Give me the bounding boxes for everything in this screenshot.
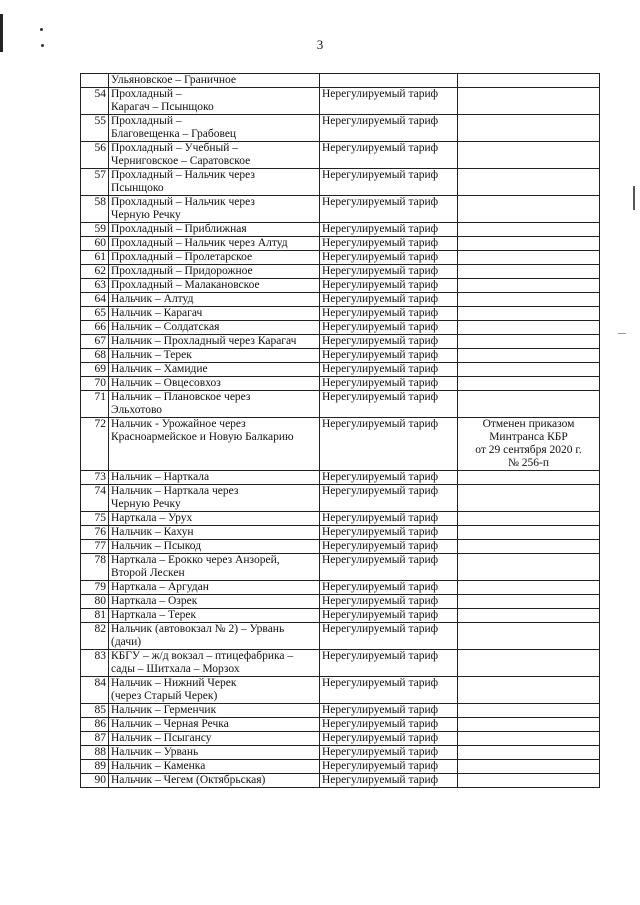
route-line: Псынщоко [111, 182, 164, 194]
route-name [109, 377, 320, 391]
table-row [81, 732, 600, 746]
route-line: Нальчик – Алтуд [111, 293, 194, 305]
table-row [81, 335, 600, 349]
table-row [81, 526, 600, 540]
table-row [81, 88, 600, 115]
note-line: от 29 сентября 2020 г. [475, 444, 582, 456]
row-note [458, 485, 600, 512]
row-note [458, 677, 600, 704]
route-line: Второй Лескен [111, 567, 185, 579]
route-line: Нальчик – Нарткала [111, 471, 210, 483]
row-number: 76 [81, 526, 109, 540]
table-row [81, 677, 600, 704]
tariff-type: Нерегулируемый тариф [320, 704, 458, 718]
row-note [458, 293, 600, 307]
table-row [81, 279, 600, 293]
tariff-type: Нерегулируемый тариф [320, 760, 458, 774]
route-line: Прохладный – Пролетарское [111, 251, 253, 263]
route-line: Прохладный – [111, 115, 182, 127]
routes-table [80, 73, 600, 788]
route-line: Черниговское – Саратовское [111, 155, 251, 167]
tariff-type: Нерегулируемый тариф [320, 485, 458, 512]
route-line: Нальчик – Овцесовхоз [111, 377, 221, 389]
tariff-type: Нерегулируемый тариф [320, 279, 458, 293]
route-name [109, 595, 320, 609]
table-row [81, 609, 600, 623]
tariff-type: Нерегулируемый тариф [320, 746, 458, 760]
tariff-type: Нерегулируемый тариф [320, 554, 458, 581]
tariff-type: Нерегулируемый тариф [320, 223, 458, 237]
row-note [458, 418, 600, 471]
tariff-type: Нерегулируемый тариф [320, 265, 458, 279]
route-name [109, 512, 320, 526]
row-number: 77 [81, 540, 109, 554]
tariff-type: Нерегулируемый тариф [320, 677, 458, 704]
tariff-type: Нерегулируемый тариф [320, 237, 458, 251]
row-note [458, 335, 600, 349]
route-name [109, 251, 320, 265]
row-number: 56 [81, 142, 109, 169]
route-line: Нальчик – Кахун [111, 526, 194, 538]
row-number: 80 [81, 595, 109, 609]
table-row [81, 595, 600, 609]
table-row [81, 471, 600, 485]
table-row [81, 581, 600, 595]
route-line: Нальчик – Хамидие [111, 363, 208, 375]
tariff-type: Нерегулируемый тариф [320, 418, 458, 471]
row-note [458, 196, 600, 223]
route-line: Эльхотово [111, 404, 163, 416]
tariff-type: Нерегулируемый тариф [320, 307, 458, 321]
row-number: 67 [81, 335, 109, 349]
note-line: Минтранса КБР [489, 431, 568, 443]
row-number: 81 [81, 609, 109, 623]
row-number: 87 [81, 732, 109, 746]
tariff-type: Нерегулируемый тариф [320, 335, 458, 349]
row-number: 64 [81, 293, 109, 307]
tariff-type: Нерегулируемый тариф [320, 732, 458, 746]
route-line: Нальчик – Нарткала через [111, 485, 239, 497]
table-row [81, 746, 600, 760]
route-line: Нальчик – Урвань [111, 746, 199, 758]
route-name [109, 609, 320, 623]
route-name [109, 471, 320, 485]
route-name [109, 704, 320, 718]
route-name [109, 115, 320, 142]
route-name [109, 540, 320, 554]
row-note [458, 623, 600, 650]
table-row [81, 718, 600, 732]
page-number: 3 [316, 37, 324, 52]
route-name [109, 74, 320, 88]
route-name [109, 418, 320, 471]
route-line: Прохладный – Нальчик через Алтуд [111, 237, 288, 249]
route-name [109, 732, 320, 746]
table-row [81, 74, 600, 88]
table-row [81, 760, 600, 774]
row-number: 88 [81, 746, 109, 760]
table-row [81, 349, 600, 363]
route-line: Нальчик – Прохладный через Карагач [111, 335, 297, 347]
route-name [109, 293, 320, 307]
routes-table-body [81, 74, 600, 788]
route-name [109, 623, 320, 650]
row-number: 78 [81, 554, 109, 581]
route-line: Благовещенка – Грабовец [111, 128, 237, 140]
route-line: Нальчик (автовокзал № 2) – Урвань [111, 623, 285, 635]
route-name [109, 650, 320, 677]
route-name [109, 760, 320, 774]
row-number: 60 [81, 237, 109, 251]
route-line: Нарткала – Терек [111, 609, 197, 621]
table-row [81, 363, 600, 377]
route-line: Нальчик – Карагач [111, 307, 203, 319]
route-name [109, 391, 320, 418]
row-number: 90 [81, 774, 109, 788]
table-row [81, 196, 600, 223]
route-line: Прохладный – Нальчик через [111, 196, 255, 208]
row-note [458, 732, 600, 746]
row-number [81, 74, 109, 88]
table-row [81, 540, 600, 554]
row-note [458, 746, 600, 760]
row-note [458, 115, 600, 142]
row-note [458, 760, 600, 774]
route-line: Прохладный – [111, 88, 182, 100]
route-line: Нальчик - Урожайное через [111, 418, 246, 430]
note-line: Отменен приказом [482, 418, 575, 430]
row-note [458, 377, 600, 391]
route-line: Нальчик – Черная Речка [111, 718, 229, 730]
row-note [458, 88, 600, 115]
tariff-type: Нерегулируемый тариф [320, 321, 458, 335]
route-line: (дачи) [111, 636, 142, 648]
route-line: (через Старый Черек) [111, 690, 218, 702]
tariff-type: Нерегулируемый тариф [320, 293, 458, 307]
row-number: 54 [81, 88, 109, 115]
route-name [109, 335, 320, 349]
route-name [109, 88, 320, 115]
tariff-type: Нерегулируемый тариф [320, 718, 458, 732]
route-name [109, 718, 320, 732]
route-name [109, 349, 320, 363]
row-number: 73 [81, 471, 109, 485]
tariff-type: Нерегулируемый тариф [320, 115, 458, 142]
row-number: 70 [81, 377, 109, 391]
row-note [458, 554, 600, 581]
row-note [458, 74, 600, 88]
tariff-type: Нерегулируемый тариф [320, 512, 458, 526]
route-line: Нарткала – Ерокко через Анзорей, [111, 554, 280, 566]
row-note [458, 307, 600, 321]
route-line: Нальчик – Герменчик [111, 704, 217, 716]
route-line: Красноармейское и Новую Балкарию [111, 431, 294, 443]
row-number: 72 [81, 418, 109, 471]
route-name [109, 581, 320, 595]
route-name [109, 279, 320, 293]
row-number: 84 [81, 677, 109, 704]
route-name [109, 554, 320, 581]
row-note [458, 704, 600, 718]
row-note [458, 512, 600, 526]
table-row [81, 554, 600, 581]
row-number: 85 [81, 704, 109, 718]
table-row [81, 293, 600, 307]
table-row [81, 377, 600, 391]
table-row [81, 704, 600, 718]
route-name [109, 677, 320, 704]
note-line: № 256-п [507, 457, 550, 469]
row-number: 71 [81, 391, 109, 418]
table-row [81, 307, 600, 321]
row-note [458, 279, 600, 293]
row-number: 89 [81, 760, 109, 774]
row-note [458, 349, 600, 363]
route-line: Черную Речку [111, 209, 181, 221]
table-row [81, 650, 600, 677]
route-line: Черную Речку [111, 498, 181, 510]
row-note [458, 595, 600, 609]
row-note [458, 609, 600, 623]
table-row [81, 223, 600, 237]
table-row [81, 321, 600, 335]
route-line: Нарткала – Аргудан [111, 581, 209, 593]
row-note [458, 237, 600, 251]
tariff-type: Нерегулируемый тариф [320, 623, 458, 650]
scan-artifact-dot [40, 28, 43, 31]
table-row [81, 623, 600, 650]
row-note [458, 251, 600, 265]
row-note [458, 363, 600, 377]
tariff-type: Нерегулируемый тариф [320, 363, 458, 377]
table-row [81, 418, 600, 471]
row-note [458, 471, 600, 485]
row-number: 57 [81, 169, 109, 196]
row-number: 58 [81, 196, 109, 223]
row-note [458, 265, 600, 279]
route-line: Карагач – Псынщоко [111, 101, 214, 113]
row-number: 82 [81, 623, 109, 650]
route-name [109, 265, 320, 279]
table-row [81, 391, 600, 418]
route-name [109, 746, 320, 760]
row-number: 62 [81, 265, 109, 279]
route-line: Прохладный – Учебный – [111, 142, 239, 154]
route-name [109, 774, 320, 788]
tariff-type: Нерегулируемый тариф [320, 169, 458, 196]
route-name [109, 307, 320, 321]
row-note [458, 774, 600, 788]
tariff-type: Нерегулируемый тариф [320, 471, 458, 485]
route-line: Нальчик – Чегем (Октябрьская) [111, 774, 266, 786]
tariff-type: Нерегулируемый тариф [320, 391, 458, 418]
route-line: Нарткала – Урух [111, 512, 193, 524]
table-row [81, 512, 600, 526]
route-name [109, 321, 320, 335]
table-row [81, 142, 600, 169]
row-note [458, 540, 600, 554]
route-line: Нальчик – Псыгансу [111, 732, 212, 744]
tariff-type: Нерегулируемый тариф [320, 650, 458, 677]
route-name [109, 169, 320, 196]
tariff-type: Нерегулируемый тариф [320, 540, 458, 554]
route-name [109, 223, 320, 237]
table-row [81, 774, 600, 788]
tariff-type: Нерегулируемый тариф [320, 526, 458, 540]
table-row [81, 169, 600, 196]
row-number: 79 [81, 581, 109, 595]
table-row [81, 237, 600, 251]
row-note [458, 223, 600, 237]
route-line: Прохладный – Малакановское [111, 279, 260, 291]
row-note [458, 526, 600, 540]
route-name [109, 196, 320, 223]
route-line: Нальчик – Нижний Черек [111, 677, 237, 689]
route-line: Нальчик – Псыкод [111, 540, 202, 552]
tariff-type: Нерегулируемый тариф [320, 349, 458, 363]
tariff-type: Нерегулируемый тариф [320, 595, 458, 609]
row-note [458, 650, 600, 677]
tariff-type: Нерегулируемый тариф [320, 581, 458, 595]
row-number: 65 [81, 307, 109, 321]
row-note [458, 581, 600, 595]
row-number: 66 [81, 321, 109, 335]
row-number: 55 [81, 115, 109, 142]
tariff-type: Нерегулируемый тариф [320, 142, 458, 169]
scan-artifact-mark [618, 333, 626, 334]
route-line: Нарткала – Озрек [111, 595, 198, 607]
route-name [109, 526, 320, 540]
route-line: Нальчик – Терек [111, 349, 192, 361]
route-line: КБГУ – ж/д вокзал – птицефабрика – [111, 650, 294, 662]
row-number: 83 [81, 650, 109, 677]
row-number: 59 [81, 223, 109, 237]
row-number: 86 [81, 718, 109, 732]
table-row [81, 251, 600, 265]
row-note [458, 321, 600, 335]
tariff-type: Нерегулируемый тариф [320, 196, 458, 223]
row-note [458, 718, 600, 732]
route-line: Прохладный – Нальчик через [111, 169, 255, 181]
row-note [458, 391, 600, 418]
table-row [81, 265, 600, 279]
tariff-type: Нерегулируемый тариф [320, 774, 458, 788]
route-line: Прохладный – Приближная [111, 223, 247, 235]
row-number: 75 [81, 512, 109, 526]
row-number: 61 [81, 251, 109, 265]
table-row [81, 115, 600, 142]
row-number: 63 [81, 279, 109, 293]
route-line: Нальчик – Солдатская [111, 321, 220, 333]
route-name [109, 237, 320, 251]
tariff-type: Нерегулируемый тариф [320, 377, 458, 391]
tariff-type: Нерегулируемый тариф [320, 609, 458, 623]
tariff-type [320, 74, 458, 88]
route-name [109, 142, 320, 169]
route-line: Нальчик – Плановское через [111, 391, 251, 403]
row-number: 68 [81, 349, 109, 363]
row-note [458, 142, 600, 169]
route-line: Ульяновское – Граничное [111, 74, 237, 86]
route-name [109, 485, 320, 512]
tariff-type: Нерегулируемый тариф [320, 251, 458, 265]
route-name [109, 363, 320, 377]
table-row [81, 485, 600, 512]
tariff-type: Нерегулируемый тариф [320, 88, 458, 115]
route-line: Нальчик – Каменка [111, 760, 206, 772]
route-line: Прохладный – Придорожное [111, 265, 253, 277]
row-number: 69 [81, 363, 109, 377]
route-line: сады – Шитхала – Морзох [111, 663, 240, 675]
row-note [458, 169, 600, 196]
scan-artifact-mark [633, 186, 635, 210]
row-number: 74 [81, 485, 109, 512]
